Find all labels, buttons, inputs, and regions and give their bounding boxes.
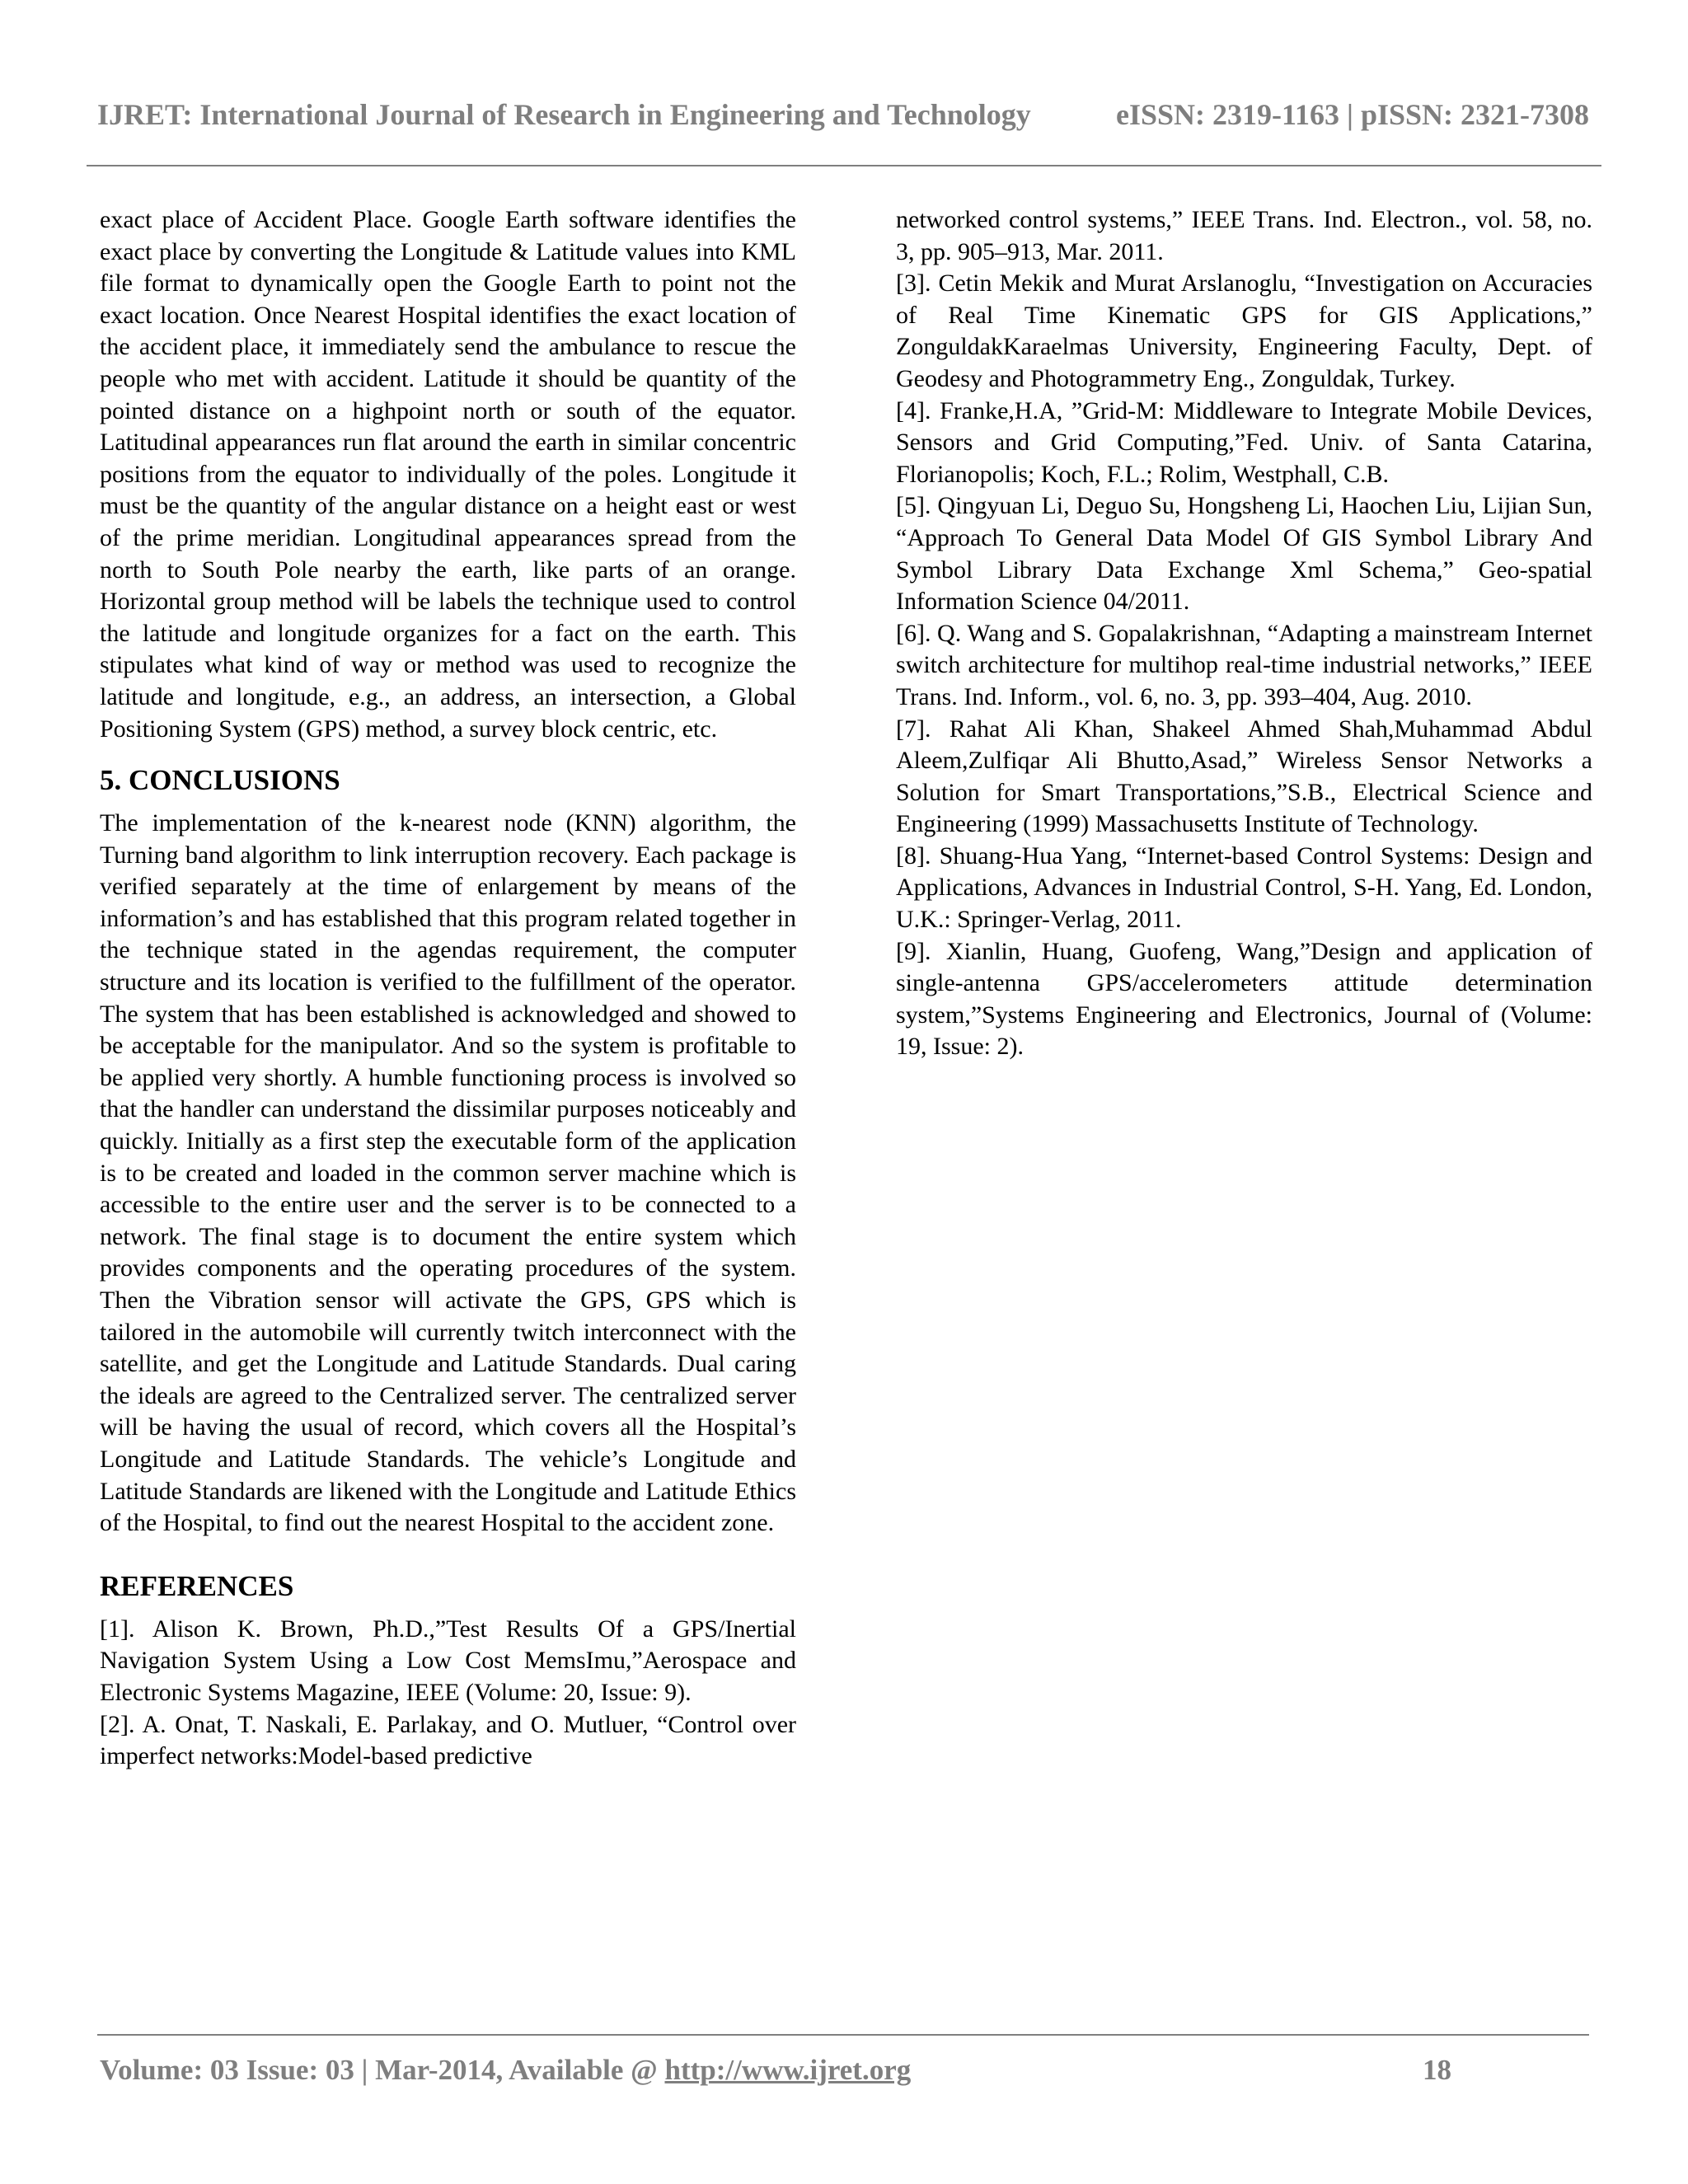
reference-1: [1]. Alison K. Brown, Ph.D.,”Test Results Of a GPS/Inertial Navigation System Using a Low Cost MemsImu,”Aerospace and Electronic Systems Magazine, IEEE (Volume: 20, Issue: 9).: [100, 1615, 796, 1706]
reference-5: [5]. Qingyuan Li, Deguo Su, Hongsheng Li, Haochen Liu, Lijian Sun, “Approach To General Data Model Of GIS Symbol Library And Symbol Library Data Exchange Xml Schema,” Geo-spatial Information Science 04/2011.: [896, 492, 1592, 616]
page-header: [97, 97, 1589, 132]
reference-6: [6]. Q. Wang and S. Gopalakrishnan, “Adapting a mainstream Internet switch architecture for multihop real-time industrial networks,” IEEE Trans. Ind. Inform., vol. 6, no. 3, pp. 393–404, Aug. 2010.: [896, 619, 1592, 710]
reference-8: [8]. Shuang-Hua Yang, “Internet-based Control Systems: Design and Applications, Advances in Industrial Control, S-H. Yang, Ed. London, U.K.: Springer-Verlag, 2011.: [896, 841, 1592, 934]
reference-4: [4]. Franke,H.A, ”Grid-M: Middleware to Integrate Mobile Devices, Sensors and Grid Computing,”Fed. Univ. of Santa Catarina, Florianopolis; Koch, F.L.; Rolim, Westphall, C.B.: [896, 396, 1592, 488]
body-paragraph-continuation: exact place of Accident Place. Google Earth software identifies the exact place by converting the Longitude & Latitude values into KML file format to dynamically open the Google Earth to point not the exact location. Once Nearest Hospital identifies the exact location of the accident place, it immediately send the ambulance to rescue the people who met with accident. Latitude it should be quantity of the pointed distance on a highpoint north or south of the equator. Latitudinal appearances run flat around the earth in similar concentric positions from the equator to individually of the poles. Longitude it must be the quantity of the angular distance on a height east or west of the prime meridian. Longitudinal appearances spread from the north to South Pole nearby the earth, like parts of an orange. Horizontal group method will be labels the technique used to control the latitude and longitude organizes for a fact on the earth. This stipulates what kind of way or method was used to recognize the latitude and longitude, e.g., an address, an intersection, a Global Positioning System (GPS) method, a survey block centric, etc.: [100, 206, 796, 743]
right-column: [896, 204, 1592, 1063]
header-divider: [87, 165, 1601, 166]
issn-info: eISSN: 2319-1163 | pISSN: 2321-7308: [1116, 98, 1589, 131]
journal-link[interactable]: http://www.ijret.org: [664, 2054, 912, 2086]
conclusions-heading: 5. CONCLUSIONS: [100, 764, 340, 797]
reference-2-start: [2]. A. Onat, T. Naskali, E. Parlakay, and O. Mutluer, “Control over imperfect networks:Model-based predictive: [100, 1710, 796, 1770]
reference-2-end: networked control systems,” IEEE Trans. Ind. Electron., vol. 58, no. 3, pp. 905–913, Mar. 2011.: [896, 206, 1592, 265]
reference-9: [9]. Xianlin, Huang, Guofeng, Wang,”Design and application of single-antenna GPS/accelerometers attitude determination system,”Systems Engineering and Electronics, Journal of (Volume: 19, Issue: 2).: [896, 937, 1592, 1061]
footer-volume-text: Volume: 03 Issue: 03 | Mar-2014, Available @: [100, 2054, 665, 2086]
reference-3: [3]. Cetin Mekik and Murat Arslanoglu, “Investigation on Accuracies of Real Time Kinematic GPS for GIS Applications,” ZonguldakKaraelmas University, Engineering Faculty, Dept. of Geodesy and Photogrammetry Eng., Zonguldak, Turkey.: [896, 269, 1592, 392]
references-heading: REFERENCES: [100, 1569, 294, 1602]
left-column: [100, 204, 796, 1773]
journal-title: IJRET: International Journal of Research in Engineering and Technology: [97, 98, 1031, 131]
page-number: 18: [1423, 2054, 1451, 2086]
page-footer: [100, 2054, 1451, 2087]
conclusions-paragraph: The implementation of the k-nearest node (KNN) algorithm, the Turning band algorithm to link interruption recovery. Each package is verified separately at the time of enlargement by means of the information’s and has established that this program related together in the technique stated in the agendas requirement, the computer structure and its location is verified to the fulfillment of the operator. The system that has been established is acknowledged and showed to be acceptable for the manipulator. And so the system is profitable to be applied very shortly. A humble functioning process is involved so that the handler can understand the dissimilar purposes noticeably and quickly. Initially as a first step the executable form of the application is to be created and loaded in the common server machine which is accessible to the entire user and the server is to be connected to a network. The final stage is to document the entire system which provides components and the operating procedures of the system. Then the Vibration sensor will activate the GPS, GPS which is tailored in the automobile will currently twitch interconnect with the satellite, and get the Longitude and Latitude Standards. Dual caring the ideals are agreed to the Centralized server. The centralized server will be having the usual of record, which covers all the Hospital’s Longitude and Latitude Standards. The vehicle’s Longitude and Latitude Standards are likened with the Longitude and Latitude Ethics of the Hospital, to find out the nearest Hospital to the accident zone.: [100, 809, 796, 1537]
reference-7: [7]. Rahat Ali Khan, Shakeel Ahmed Shah,Muhammad Abdul Aleem,Zulfiqar Ali Bhutto,Asad,” Wireless Sensor Networks a Solution for Smart Transportations,”S.B., Electrical Science and Engineering (1999) Massachusetts Institute of Technology.: [896, 715, 1592, 838]
footer-volume: [100, 2054, 911, 2087]
footer-divider: [97, 2034, 1589, 2036]
